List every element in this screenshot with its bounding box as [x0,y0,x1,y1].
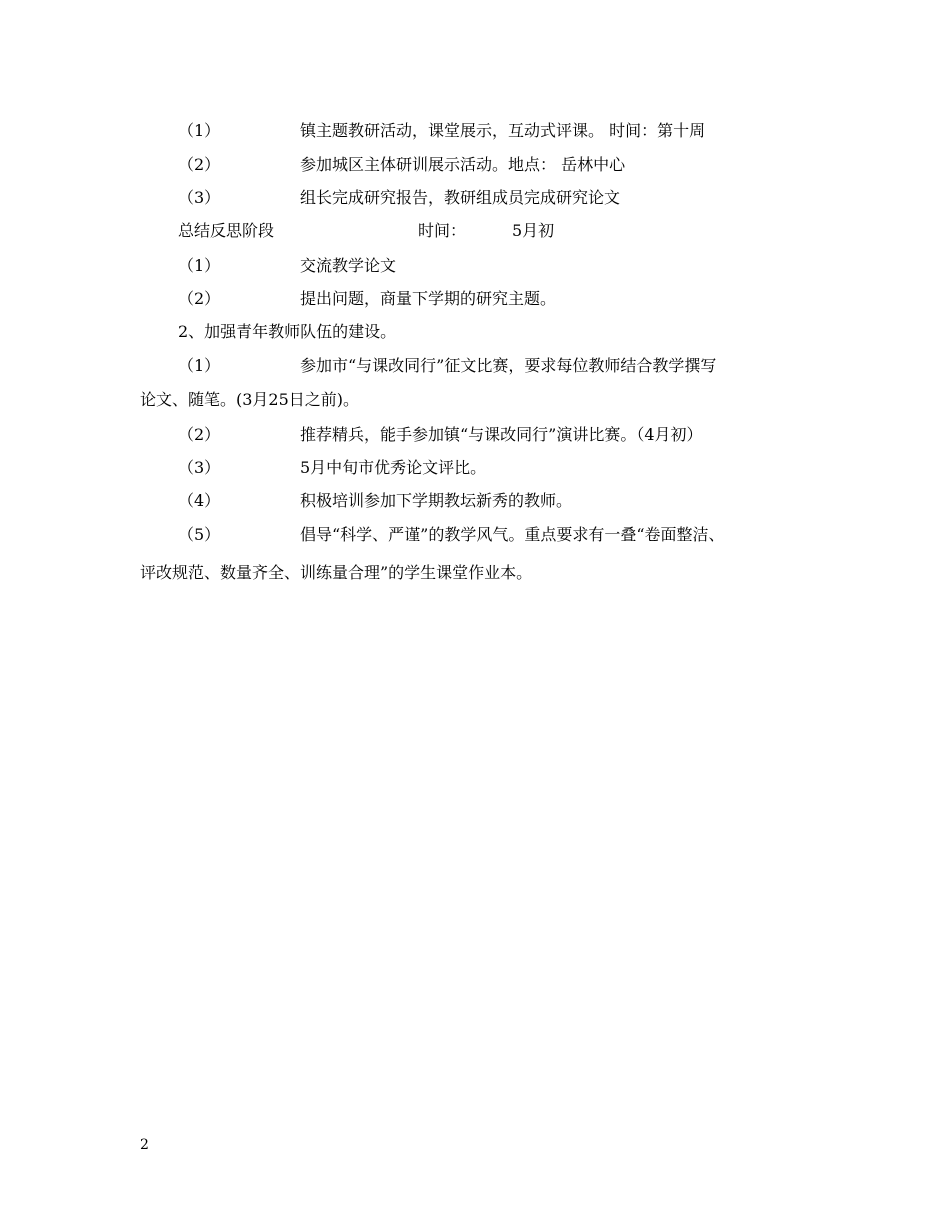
section-title: 2、加强青年教师队伍的建设。 [178,322,397,341]
stage-title: 总结反思阶段 [178,221,275,240]
item-text: 参加城区主体研训展示活动。地点： 岳林中心 [300,155,626,174]
item-text: 提出问题，商量下学期的研究主题。 [300,289,557,308]
item-number: （1） [178,356,221,375]
item-text: 积极培训参加下学期教坛新秀的教师。 [300,491,573,510]
item-text: 交流教学论文 [300,256,397,275]
item-text: 倡导“科学、严谨”的教学风气。重点要求有一叠“卷面整洁、 [300,525,725,544]
item-number: （3） [178,458,221,477]
item-number: （1） [178,256,221,275]
item-text: 参加市“与课改同行”征文比赛，要求每位教师结合教学撰写 [300,356,717,375]
item-text: 组长完成研究报告，教研组成员完成研究论文 [300,188,621,207]
item-number: （1） [178,121,221,140]
item-text: 5月中旬市优秀论文评比。 [300,458,487,477]
item-number: （2） [178,155,221,174]
item-number: （5） [178,525,221,544]
item-text: 镇主题教研活动，课堂展示，互动式评课。 时间：第十周 [300,121,706,140]
item-number: （2） [178,289,221,308]
item-text: 推荐精兵，能手参加镇“与课改同行”演讲比赛。（4月初） [300,425,703,444]
time-value: 5月初 [512,221,555,240]
page-number: 2 [140,1137,149,1153]
item-number: （3） [178,188,221,207]
item-number: （2） [178,425,221,444]
item-text: 论文、随笔。(3月25日之前)。 [140,390,360,409]
item-text: 评改规范、数量齐全、训练量合理”的学生课堂作业本。 [140,563,533,582]
item-number: （4） [178,491,221,510]
time-label: 时间： [418,221,467,240]
